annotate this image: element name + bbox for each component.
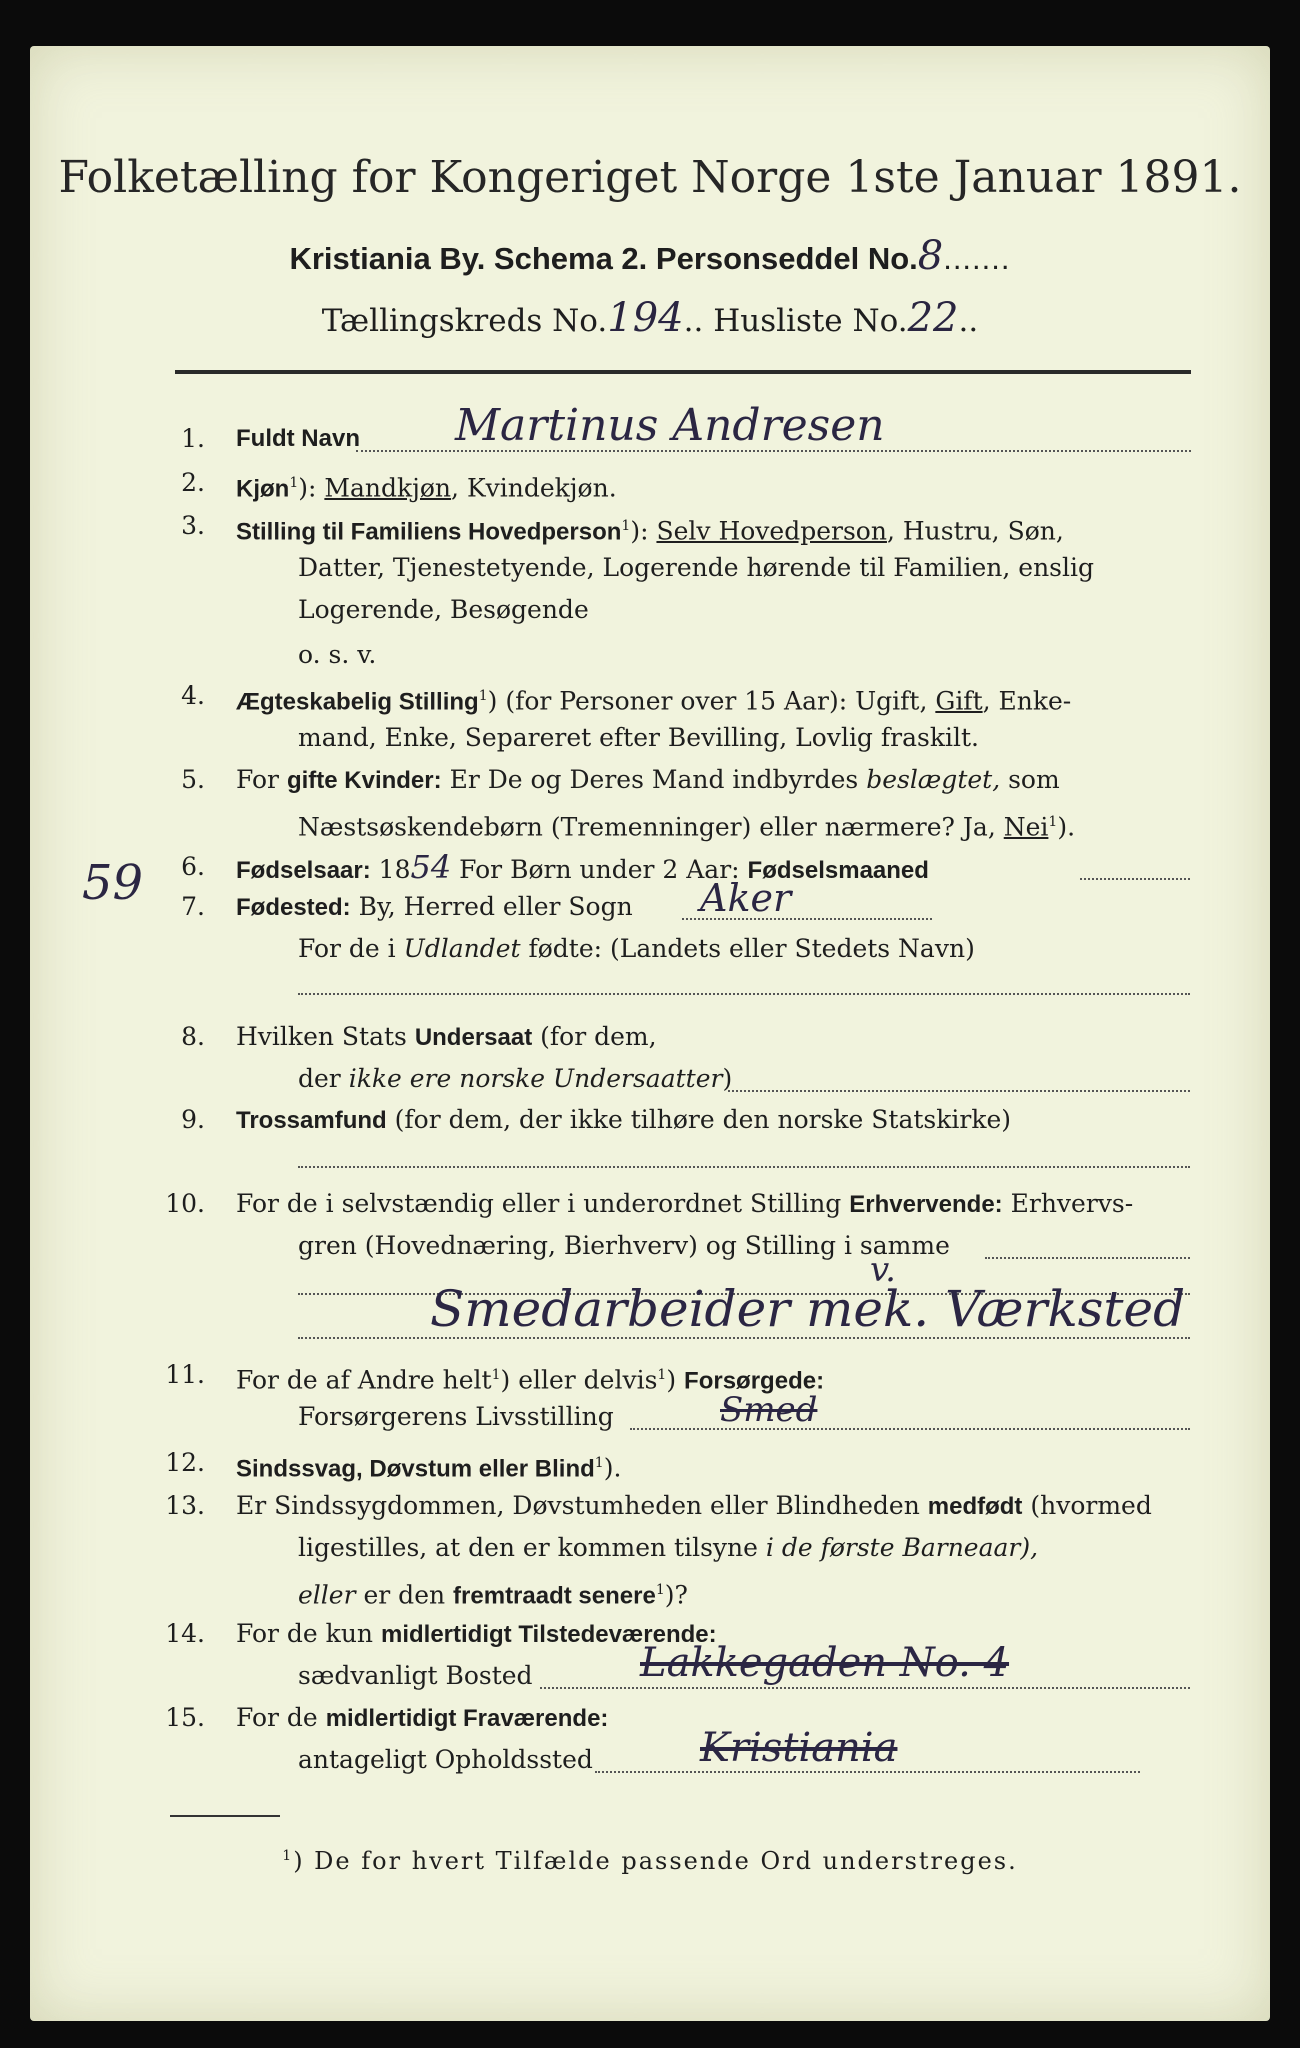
header-divider [175, 370, 1191, 374]
form-subtitle: Kristiania By. Schema 2. Personseddel No.8....... [289, 233, 1011, 279]
field-6-value: 54 [410, 848, 452, 886]
field-1-label: Fuldt Navn [236, 425, 360, 452]
field-14-value: Lakkegaden No. 4 [640, 1640, 1010, 1686]
field-4-selected: Gift [935, 686, 983, 716]
form-kreds-line: Tællingskreds No.194.. Husliste No.22.. [321, 295, 979, 341]
margin-note: 59 [82, 855, 144, 911]
form-title: Folketælling for Kongeriget Norge 1ste Januar 1891. [58, 152, 1242, 203]
footnote: $^1$) De for hvert Tilfælde passende Ord understreges. [282, 1847, 1018, 1875]
footnote-divider [170, 1815, 280, 1817]
field-10-value: Smedarbeider mek. Værksted [430, 1280, 1186, 1338]
husliste-number: 22 [907, 295, 959, 341]
field-10-value-insert: v. [870, 1250, 896, 1290]
subtitle-prefix: Kristiania By. Schema 2. Personseddel No. [289, 241, 918, 276]
field-11-value: Smed [720, 1390, 818, 1430]
field-15-value: Kristiania [700, 1725, 898, 1771]
personseddel-number: 8 [917, 233, 944, 279]
husliste-label: Husliste No. [713, 303, 908, 339]
field-2-selected: Mandkjøn [324, 473, 452, 503]
field-5-selected: Nei [1003, 812, 1049, 842]
field-7-value: Aker [700, 876, 792, 920]
field-1-value: Martinus Andresen [455, 400, 885, 451]
kreds-label: Tællingskreds No. [321, 303, 608, 339]
field-3-selected: Selv Hovedperson [656, 516, 887, 546]
kreds-number: 194 [607, 295, 684, 341]
